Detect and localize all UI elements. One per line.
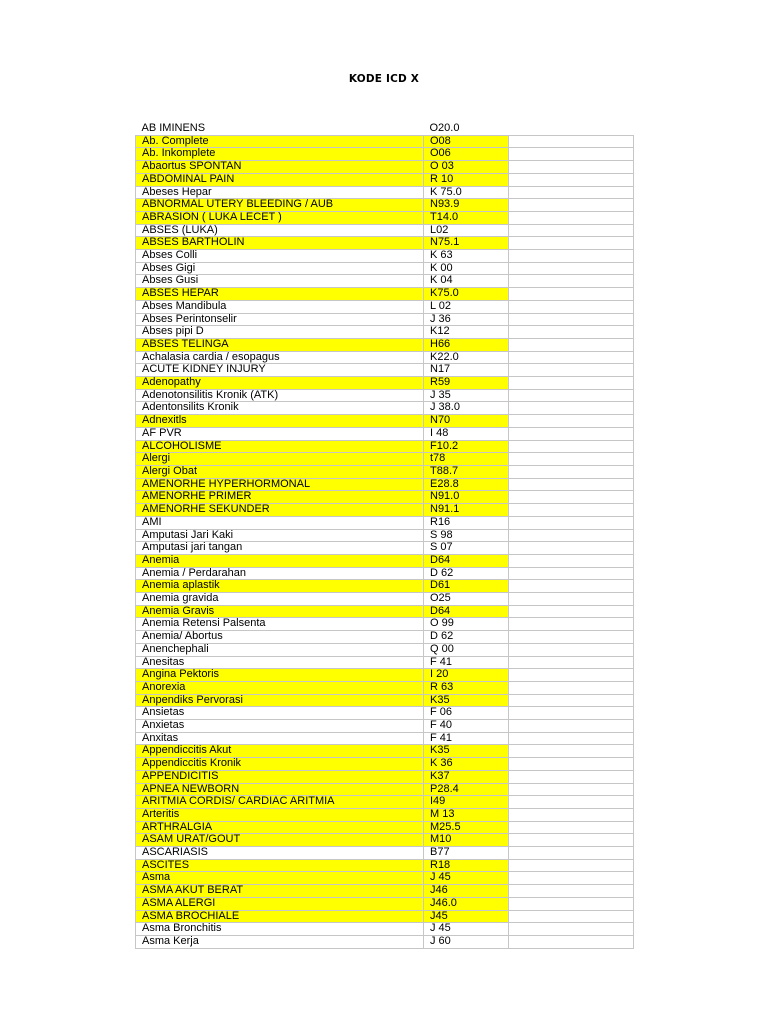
code-cell: D 62 — [424, 631, 509, 644]
diagnosis-cell: ABSES BARTHOLIN — [136, 237, 424, 250]
extra-cell — [509, 542, 634, 555]
icd-table-row — [136, 859, 634, 872]
diagnosis-cell: Appendiccitis Akut — [136, 745, 424, 758]
extra-cell — [509, 288, 634, 301]
code-cell: R59 — [424, 377, 509, 390]
diagnosis-cell: ABNORMAL UTERY BLEEDING / AUB — [136, 199, 424, 212]
extra-cell — [509, 135, 634, 148]
icd-table-row — [136, 338, 634, 351]
diagnosis-cell: ABSES TELINGA — [136, 338, 424, 351]
diagnosis-cell: Ab. Complete — [136, 135, 424, 148]
icd-table-row — [136, 897, 634, 910]
diagnosis-cell: Abaortus SPONTAN — [136, 161, 424, 174]
diagnosis-cell: Adenotonsilitis Kronik (ATK) — [136, 389, 424, 402]
extra-cell — [509, 161, 634, 174]
extra-cell — [509, 199, 634, 212]
extra-cell — [509, 250, 634, 263]
icd-table-row — [136, 745, 634, 758]
code-cell: F 40 — [424, 720, 509, 733]
diagnosis-cell: Abses Colli — [136, 250, 424, 263]
extra-cell — [509, 211, 634, 224]
icd-table-row — [136, 847, 634, 860]
icd-table-row — [136, 542, 634, 555]
code-cell: F 06 — [424, 707, 509, 720]
code-cell: t78 — [424, 453, 509, 466]
code-cell: D61 — [424, 580, 509, 593]
extra-cell — [509, 491, 634, 504]
diagnosis-cell: Appendiccitis Kronik — [136, 758, 424, 771]
icd-table-row — [136, 885, 634, 898]
extra-cell — [509, 173, 634, 186]
extra-cell — [509, 859, 634, 872]
code-cell: J 36 — [424, 313, 509, 326]
diagnosis-cell: Abses Perintonselir — [136, 313, 424, 326]
extra-cell — [509, 237, 634, 250]
code-cell: K35 — [424, 694, 509, 707]
icd-table-row — [136, 808, 634, 821]
extra-cell — [509, 465, 634, 478]
code-cell: R16 — [424, 516, 509, 529]
code-cell: K 75.0 — [424, 186, 509, 199]
diagnosis-cell: Asma Bronchitis — [136, 923, 424, 936]
diagnosis-cell: Anenchephali — [136, 643, 424, 656]
diagnosis-cell: Anesitas — [136, 656, 424, 669]
icd-table-row — [136, 377, 634, 390]
extra-cell — [509, 745, 634, 758]
extra-cell — [509, 123, 634, 135]
code-cell: J 35 — [424, 389, 509, 402]
diagnosis-cell: ARTHRALGIA — [136, 821, 424, 834]
icd-table-row — [136, 504, 634, 517]
diagnosis-cell: ARITMIA CORDIS/ CARDIAC ARITMIA — [136, 796, 424, 809]
extra-cell — [509, 631, 634, 644]
icd-table-row — [136, 237, 634, 250]
diagnosis-cell: Anxitas — [136, 732, 424, 745]
diagnosis-cell: Anorexia — [136, 681, 424, 694]
extra-cell — [509, 910, 634, 923]
code-cell: O06 — [424, 148, 509, 161]
diagnosis-cell: Adnexitls — [136, 415, 424, 428]
code-cell: M10 — [424, 834, 509, 847]
icd-table-row — [136, 529, 634, 542]
code-cell: T88.7 — [424, 465, 509, 478]
code-cell: O 99 — [424, 618, 509, 631]
icd-table-row — [136, 415, 634, 428]
code-cell: D64 — [424, 605, 509, 618]
icd-code-table — [135, 123, 634, 949]
icd-table-row — [136, 186, 634, 199]
icd-table-row — [136, 123, 634, 135]
code-cell: H66 — [424, 338, 509, 351]
code-cell: R 63 — [424, 681, 509, 694]
icd-table-row — [136, 910, 634, 923]
code-cell: K12 — [424, 326, 509, 339]
code-cell: E28.8 — [424, 478, 509, 491]
code-cell: K 36 — [424, 758, 509, 771]
extra-cell — [509, 529, 634, 542]
diagnosis-cell: Abses Gigi — [136, 262, 424, 275]
diagnosis-cell: AMENORHE SEKUNDER — [136, 504, 424, 517]
extra-cell — [509, 554, 634, 567]
code-cell: J 45 — [424, 923, 509, 936]
icd-table-row — [136, 491, 634, 504]
extra-cell — [509, 478, 634, 491]
code-cell: F 41 — [424, 656, 509, 669]
extra-cell — [509, 567, 634, 580]
icd-table-row — [136, 936, 634, 949]
extra-cell — [509, 580, 634, 593]
icd-table-row — [136, 199, 634, 212]
code-cell: J46 — [424, 885, 509, 898]
diagnosis-cell: AF PVR — [136, 427, 424, 440]
code-cell: K75.0 — [424, 288, 509, 301]
code-cell: S 07 — [424, 542, 509, 555]
code-cell: N70 — [424, 415, 509, 428]
extra-cell — [509, 821, 634, 834]
diagnosis-cell: Anemia/ Abortus — [136, 631, 424, 644]
extra-cell — [509, 593, 634, 606]
extra-cell — [509, 847, 634, 860]
icd-table-row — [136, 707, 634, 720]
diagnosis-cell: Adentonsilits Kronik — [136, 402, 424, 415]
icd-table-row — [136, 516, 634, 529]
icd-table-row — [136, 618, 634, 631]
extra-cell — [509, 186, 634, 199]
code-cell: J 45 — [424, 872, 509, 885]
diagnosis-cell: Anemia Gravis — [136, 605, 424, 618]
extra-cell — [509, 656, 634, 669]
extra-cell — [509, 923, 634, 936]
code-cell: D 62 — [424, 567, 509, 580]
diagnosis-cell: Anpendiks Pervorasi — [136, 694, 424, 707]
code-cell: O08 — [424, 135, 509, 148]
code-cell: R18 — [424, 859, 509, 872]
diagnosis-cell: Anemia / Perdarahan — [136, 567, 424, 580]
icd-table-row — [136, 605, 634, 618]
extra-cell — [509, 516, 634, 529]
diagnosis-cell: Abses pipi D — [136, 326, 424, 339]
code-cell: K 63 — [424, 250, 509, 263]
code-cell: N93.9 — [424, 199, 509, 212]
extra-cell — [509, 732, 634, 745]
code-cell: O20.0 — [424, 123, 509, 135]
code-cell: M 13 — [424, 808, 509, 821]
code-cell: R 10 — [424, 173, 509, 186]
code-cell: K37 — [424, 770, 509, 783]
code-cell: K 00 — [424, 262, 509, 275]
diagnosis-cell: ABDOMINAL PAIN — [136, 173, 424, 186]
extra-cell — [509, 326, 634, 339]
icd-table-row — [136, 300, 634, 313]
code-cell: I 20 — [424, 669, 509, 682]
icd-table-row — [136, 478, 634, 491]
icd-table-row — [136, 250, 634, 263]
diagnosis-cell: Ab. Inkomplete — [136, 148, 424, 161]
extra-cell — [509, 936, 634, 949]
extra-cell — [509, 885, 634, 898]
extra-cell — [509, 834, 634, 847]
icd-table-row — [136, 834, 634, 847]
diagnosis-cell: ALCOHOLISME — [136, 440, 424, 453]
diagnosis-cell: ABSES (LUKA) — [136, 224, 424, 237]
icd-table-row — [136, 694, 634, 707]
extra-cell — [509, 338, 634, 351]
extra-cell — [509, 275, 634, 288]
diagnosis-cell: AMI — [136, 516, 424, 529]
extra-cell — [509, 681, 634, 694]
icd-table-row — [136, 669, 634, 682]
extra-cell — [509, 377, 634, 390]
icd-table-body — [136, 123, 634, 948]
code-cell: F10.2 — [424, 440, 509, 453]
icd-table-row — [136, 656, 634, 669]
diagnosis-cell: ASMA BROCHIALE — [136, 910, 424, 923]
icd-table-row — [136, 720, 634, 733]
diagnosis-cell: AB IMINENS — [136, 123, 424, 135]
diagnosis-cell: Asma — [136, 872, 424, 885]
icd-table-row — [136, 135, 634, 148]
code-cell: K35 — [424, 745, 509, 758]
icd-table-row — [136, 402, 634, 415]
extra-cell — [509, 262, 634, 275]
diagnosis-cell: ASAM URAT/GOUT — [136, 834, 424, 847]
diagnosis-cell: ASMA ALERGI — [136, 897, 424, 910]
icd-table-row — [136, 554, 634, 567]
extra-cell — [509, 618, 634, 631]
extra-cell — [509, 402, 634, 415]
diagnosis-cell: APNEA NEWBORN — [136, 783, 424, 796]
diagnosis-cell: AMENORHE HYPERHORMONAL — [136, 478, 424, 491]
diagnosis-cell: Adenopathy — [136, 377, 424, 390]
diagnosis-cell: Amputasi Jari Kaki — [136, 529, 424, 542]
extra-cell — [509, 504, 634, 517]
icd-table-row — [136, 567, 634, 580]
icd-table-row — [136, 758, 634, 771]
diagnosis-cell: Abses Mandibula — [136, 300, 424, 313]
code-cell: B77 — [424, 847, 509, 860]
extra-cell — [509, 720, 634, 733]
extra-cell — [509, 897, 634, 910]
extra-cell — [509, 313, 634, 326]
page-title: KODE ICD X — [348, 73, 420, 85]
diagnosis-cell: Anemia Retensi Palsenta — [136, 618, 424, 631]
diagnosis-cell: Achalasia cardia / esopagus — [136, 351, 424, 364]
extra-cell — [509, 453, 634, 466]
code-cell: Q 00 — [424, 643, 509, 656]
code-cell: J45 — [424, 910, 509, 923]
icd-table-row — [136, 224, 634, 237]
diagnosis-cell: Amputasi jari tangan — [136, 542, 424, 555]
diagnosis-cell: Alergi Obat — [136, 465, 424, 478]
icd-table-row — [136, 326, 634, 339]
icd-table-row — [136, 770, 634, 783]
icd-table-row — [136, 313, 634, 326]
extra-cell — [509, 364, 634, 377]
code-cell: N17 — [424, 364, 509, 377]
icd-table-row — [136, 288, 634, 301]
extra-cell — [509, 783, 634, 796]
diagnosis-cell: AMENORHE PRIMER — [136, 491, 424, 504]
diagnosis-cell: ABSES HEPAR — [136, 288, 424, 301]
icd-table-row — [136, 364, 634, 377]
extra-cell — [509, 224, 634, 237]
code-cell: I 48 — [424, 427, 509, 440]
icd-table-row — [136, 643, 634, 656]
icd-table-row — [136, 275, 634, 288]
icd-table-row — [136, 580, 634, 593]
icd-table-row — [136, 148, 634, 161]
diagnosis-cell: Abses Gusi — [136, 275, 424, 288]
code-cell: D64 — [424, 554, 509, 567]
diagnosis-cell: Anemia gravida — [136, 593, 424, 606]
extra-cell — [509, 643, 634, 656]
icd-table-row — [136, 211, 634, 224]
extra-cell — [509, 605, 634, 618]
icd-table-row — [136, 389, 634, 402]
code-cell: O25 — [424, 593, 509, 606]
diagnosis-cell: Ansietas — [136, 707, 424, 720]
icd-table-row — [136, 783, 634, 796]
code-cell: J 60 — [424, 936, 509, 949]
extra-cell — [509, 758, 634, 771]
icd-table-row — [136, 872, 634, 885]
icd-table-row — [136, 262, 634, 275]
diagnosis-cell: ASCARIASIS — [136, 847, 424, 860]
diagnosis-cell: ABRASION ( LUKA LECET ) — [136, 211, 424, 224]
code-cell: P28.4 — [424, 783, 509, 796]
code-cell: L02 — [424, 224, 509, 237]
code-cell: N91.0 — [424, 491, 509, 504]
diagnosis-cell: ACUTE KIDNEY INJURY — [136, 364, 424, 377]
extra-cell — [509, 300, 634, 313]
extra-cell — [509, 440, 634, 453]
diagnosis-cell: Alergi — [136, 453, 424, 466]
extra-cell — [509, 351, 634, 364]
extra-cell — [509, 770, 634, 783]
icd-table-row — [136, 923, 634, 936]
icd-table-row — [136, 427, 634, 440]
icd-table-row — [136, 173, 634, 186]
code-cell: O 03 — [424, 161, 509, 174]
diagnosis-cell: ASMA AKUT BERAT — [136, 885, 424, 898]
diagnosis-cell: Anemia — [136, 554, 424, 567]
diagnosis-cell: ASCITES — [136, 859, 424, 872]
icd-table-row — [136, 453, 634, 466]
code-cell: K22.0 — [424, 351, 509, 364]
icd-table-row — [136, 681, 634, 694]
icd-table-row — [136, 631, 634, 644]
icd-table-row — [136, 593, 634, 606]
code-cell: K 04 — [424, 275, 509, 288]
diagnosis-cell: Anxietas — [136, 720, 424, 733]
code-cell: T14.0 — [424, 211, 509, 224]
diagnosis-cell: Asma Kerja — [136, 936, 424, 949]
icd-table-row — [136, 440, 634, 453]
extra-cell — [509, 669, 634, 682]
code-cell: F 41 — [424, 732, 509, 745]
extra-cell — [509, 808, 634, 821]
code-cell: M25.5 — [424, 821, 509, 834]
icd-table-row — [136, 796, 634, 809]
code-cell: J 38.0 — [424, 402, 509, 415]
diagnosis-cell: Anemia aplastik — [136, 580, 424, 593]
code-cell: I49 — [424, 796, 509, 809]
extra-cell — [509, 872, 634, 885]
icd-table-row — [136, 161, 634, 174]
extra-cell — [509, 148, 634, 161]
extra-cell — [509, 427, 634, 440]
icd-table-row — [136, 465, 634, 478]
extra-cell — [509, 415, 634, 428]
code-cell: S 98 — [424, 529, 509, 542]
extra-cell — [509, 707, 634, 720]
icd-table-row — [136, 821, 634, 834]
code-cell: N91.1 — [424, 504, 509, 517]
extra-cell — [509, 694, 634, 707]
icd-table-row — [136, 351, 634, 364]
diagnosis-cell: Abeses Hepar — [136, 186, 424, 199]
extra-cell — [509, 389, 634, 402]
extra-cell — [509, 796, 634, 809]
code-cell: L 02 — [424, 300, 509, 313]
code-cell: J46.0 — [424, 897, 509, 910]
code-cell: N75.1 — [424, 237, 509, 250]
diagnosis-cell: Arteritis — [136, 808, 424, 821]
diagnosis-cell: APPENDICITIS — [136, 770, 424, 783]
icd-table-row — [136, 732, 634, 745]
diagnosis-cell: Angina Pektoris — [136, 669, 424, 682]
